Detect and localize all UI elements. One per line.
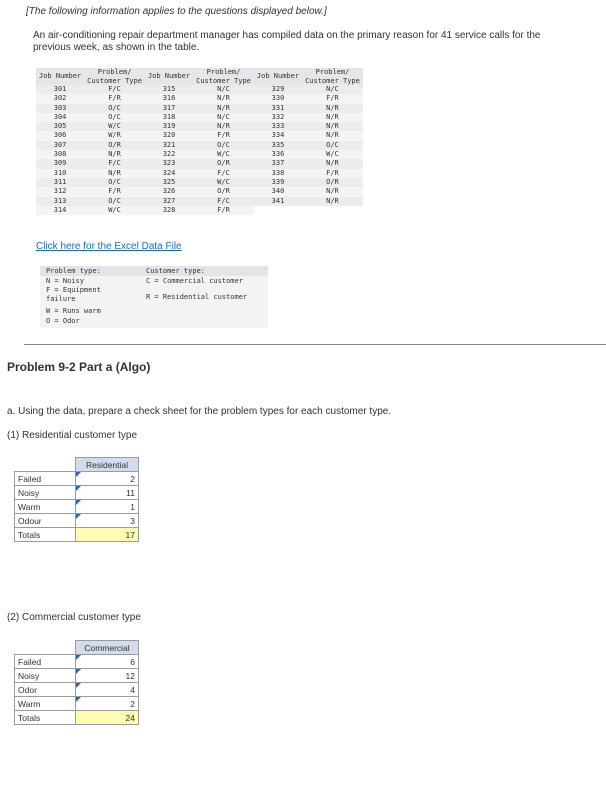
commercial-failed-input[interactable]: 6 [76, 655, 139, 669]
legend-customer-line: R = Residential customer [146, 293, 248, 301]
row-label-warm: Warm [15, 697, 76, 711]
problem-customer-type-cell: N/R [84, 169, 145, 178]
problem-customer-type-cell: F/R [84, 94, 145, 103]
legend-problem-line: W = Runs warm [46, 307, 101, 315]
commercial-total: 24 [76, 711, 139, 725]
input-marker-icon [76, 669, 81, 674]
problem-customer-type-cell: F/C [84, 85, 145, 94]
problem-customer-type-cell: O/R [302, 178, 363, 187]
problem-type-header: Problem type: [46, 267, 101, 275]
input-marker-icon [76, 655, 81, 660]
job-number-cell: 340 [254, 187, 302, 196]
customer-type-header: Customer type: [146, 267, 206, 275]
table-row [36, 206, 363, 215]
col-header-job-number: Job Number [36, 68, 84, 85]
job-number-cell [254, 206, 302, 215]
problem-customer-type-cell: F/C [193, 169, 254, 178]
table-row [36, 197, 363, 206]
commercial-odor-input[interactable]: 4 [76, 683, 139, 697]
legend-box [40, 266, 268, 328]
residential-odour-input[interactable]: 3 [76, 514, 139, 528]
residential-warm-input[interactable]: 1 [76, 500, 139, 514]
problem-customer-type-cell: O/R [84, 141, 145, 150]
job-number-cell: 302 [36, 94, 84, 103]
problem-customer-type-cell: F/R [193, 206, 254, 215]
job-number-cell: 313 [36, 197, 84, 206]
table-row [36, 122, 363, 131]
job-number-cell: 331 [254, 104, 302, 113]
col-header-job-number: Job Number [145, 68, 193, 85]
commercial-noisy-input[interactable]: 12 [76, 669, 139, 683]
job-number-cell: 305 [36, 122, 84, 131]
job-number-cell: 310 [36, 169, 84, 178]
problem-customer-type-cell: N/C [193, 113, 254, 122]
row-label-noisy: Noisy [15, 669, 76, 683]
problem-customer-type-cell: N/R [302, 113, 363, 122]
job-number-cell: 332 [254, 113, 302, 122]
table-row [36, 150, 363, 159]
table-row [36, 104, 363, 113]
problem-customer-type-cell: O/C [84, 104, 145, 113]
job-number-cell: 325 [145, 178, 193, 187]
input-marker-icon [76, 472, 81, 477]
row-label-noisy: Noisy [15, 486, 76, 500]
problem-customer-type-cell: W/C [84, 122, 145, 131]
row-label-odor: Odor [15, 683, 76, 697]
problem-customer-type-cell: N/R [302, 187, 363, 196]
job-number-cell: 320 [145, 131, 193, 140]
problem-customer-type-cell: F/R [302, 169, 363, 178]
job-number-cell: 319 [145, 122, 193, 131]
col-header-problem-type: Problem/ Customer Type [193, 68, 254, 85]
job-number-cell: 338 [254, 169, 302, 178]
intro-note: [The following information applies to the questions displayed below.] [26, 6, 327, 17]
job-number-cell: 315 [145, 85, 193, 94]
job-number-cell: 323 [145, 159, 193, 168]
commercial-header: Commercial [76, 641, 139, 655]
problem-customer-type-cell: O/R [193, 187, 254, 196]
problem-customer-type-cell: O/C [193, 141, 254, 150]
job-number-cell: 336 [254, 150, 302, 159]
legend-header [40, 266, 268, 276]
table-row [36, 113, 363, 122]
job-number-cell: 318 [145, 113, 193, 122]
job-number-cell: 312 [36, 187, 84, 196]
col-header-problem-type: Problem/ Customer Type [302, 68, 363, 85]
table-row [36, 131, 363, 140]
problem-customer-type-cell: W/C [302, 150, 363, 159]
problem-customer-type-cell: N/R [302, 159, 363, 168]
job-number-cell: 333 [254, 122, 302, 131]
job-number-cell: 324 [145, 169, 193, 178]
job-number-cell: 328 [145, 206, 193, 215]
problem-customer-type-cell: N/C [193, 85, 254, 94]
legend-problem-line: F = Equipment [46, 286, 101, 294]
job-number-cell: 307 [36, 141, 84, 150]
job-number-cell: 311 [36, 178, 84, 187]
col-header-problem-type: Problem/ Customer Type [84, 68, 145, 85]
table-row [36, 141, 363, 150]
job-number-cell: 304 [36, 113, 84, 122]
row-label-odour: Odour [15, 514, 76, 528]
problem-customer-type-cell: O/C [84, 197, 145, 206]
problem-customer-type-cell: W/C [193, 150, 254, 159]
problem-customer-type-cell: N/R [84, 150, 145, 159]
job-number-cell: 327 [145, 197, 193, 206]
job-number-cell: 326 [145, 187, 193, 196]
problem-customer-type-cell: N/R [193, 122, 254, 131]
excel-data-file-link[interactable]: Click here for the Excel Data File [36, 241, 182, 252]
commercial-label: (2) Commercial customer type [7, 612, 141, 623]
row-label-warm: Warm [15, 500, 76, 514]
problem-customer-type-cell: F/R [302, 94, 363, 103]
job-number-cell: 303 [36, 104, 84, 113]
table-row [36, 169, 363, 178]
input-marker-icon [76, 500, 81, 505]
problem-title: Problem 9-2 Part a (Algo) [7, 360, 151, 374]
job-number-cell: 335 [254, 141, 302, 150]
legend-problem-line: failure [46, 295, 76, 303]
job-number-cell: 341 [254, 197, 302, 206]
job-number-cell: 306 [36, 131, 84, 140]
commercial-check-sheet [14, 640, 139, 725]
row-label-totals: Totals [15, 528, 76, 542]
residential-total: 17 [76, 528, 139, 542]
legend-problem-line: O = Odor [46, 317, 80, 325]
residential-noisy-input[interactable]: 11 [76, 486, 139, 500]
problem-customer-type-cell: W/C [84, 206, 145, 215]
job-number-cell: 329 [254, 85, 302, 94]
job-number-cell: 308 [36, 150, 84, 159]
job-number-cell: 301 [36, 85, 84, 94]
service-calls-table [36, 68, 363, 215]
table-row [36, 187, 363, 196]
row-label-failed: Failed [15, 655, 76, 669]
row-label-totals: Totals [15, 711, 76, 725]
problem-customer-type-cell: W/C [193, 178, 254, 187]
problem-customer-type-cell: O/C [302, 141, 363, 150]
problem-customer-type-cell: O/R [193, 159, 254, 168]
row-label-failed: Failed [15, 472, 76, 486]
job-number-cell: 330 [254, 94, 302, 103]
legend-problem-line: N = Noisy [46, 277, 84, 285]
table-row [36, 94, 363, 103]
job-number-cell: 316 [145, 94, 193, 103]
problem-customer-type-cell: N/R [193, 94, 254, 103]
problem-customer-type-cell: N/R [302, 197, 363, 206]
legend-customer-line: C = Commercial customer [146, 277, 243, 285]
input-marker-icon [76, 486, 81, 491]
problem-customer-type-cell: N/R [302, 131, 363, 140]
table-row [36, 85, 363, 94]
question-a: a. Using the data, prepare a check sheet for the problem types for each customer type. [7, 406, 392, 417]
job-number-cell: 339 [254, 178, 302, 187]
problem-customer-type-cell: N/R [302, 122, 363, 131]
table-row [36, 159, 363, 168]
job-number-cell: 321 [145, 141, 193, 150]
residential-label: (1) Residential customer type [7, 430, 138, 441]
job-number-cell: 322 [145, 150, 193, 159]
problem-customer-type-cell: F/R [193, 131, 254, 140]
problem-customer-type-cell [302, 206, 363, 215]
job-number-cell: 337 [254, 159, 302, 168]
input-marker-icon [76, 683, 81, 688]
col-header-job-number: Job Number [254, 68, 302, 85]
residential-header: Residential [76, 458, 139, 472]
problem-customer-type-cell: N/R [302, 104, 363, 113]
problem-customer-type-cell: F/C [193, 197, 254, 206]
residential-failed-input[interactable]: 2 [76, 472, 139, 486]
job-number-cell: 314 [36, 206, 84, 215]
problem-customer-type-cell: O/C [84, 113, 145, 122]
commercial-warm-input[interactable]: 2 [76, 697, 139, 711]
job-number-cell: 317 [145, 104, 193, 113]
intro-text: An air-conditioning repair department manager has compiled data on the primary reason for 41 service calls for the previous week, as shown in the table. [33, 30, 541, 53]
legend-body [40, 276, 268, 328]
job-number-cell: 334 [254, 131, 302, 140]
problem-customer-type-cell: F/C [84, 159, 145, 168]
problem-customer-type-cell: O/C [84, 178, 145, 187]
problem-customer-type-cell: F/R [84, 187, 145, 196]
job-number-cell: 309 [36, 159, 84, 168]
input-marker-icon [76, 514, 81, 519]
service-calls-body [36, 85, 363, 215]
problem-customer-type-cell: N/C [302, 85, 363, 94]
problem-customer-type-cell: W/R [84, 131, 145, 140]
table-row [36, 178, 363, 187]
input-marker-icon [76, 697, 81, 702]
problem-customer-type-cell: N/R [193, 104, 254, 113]
residential-check-sheet [14, 457, 139, 542]
